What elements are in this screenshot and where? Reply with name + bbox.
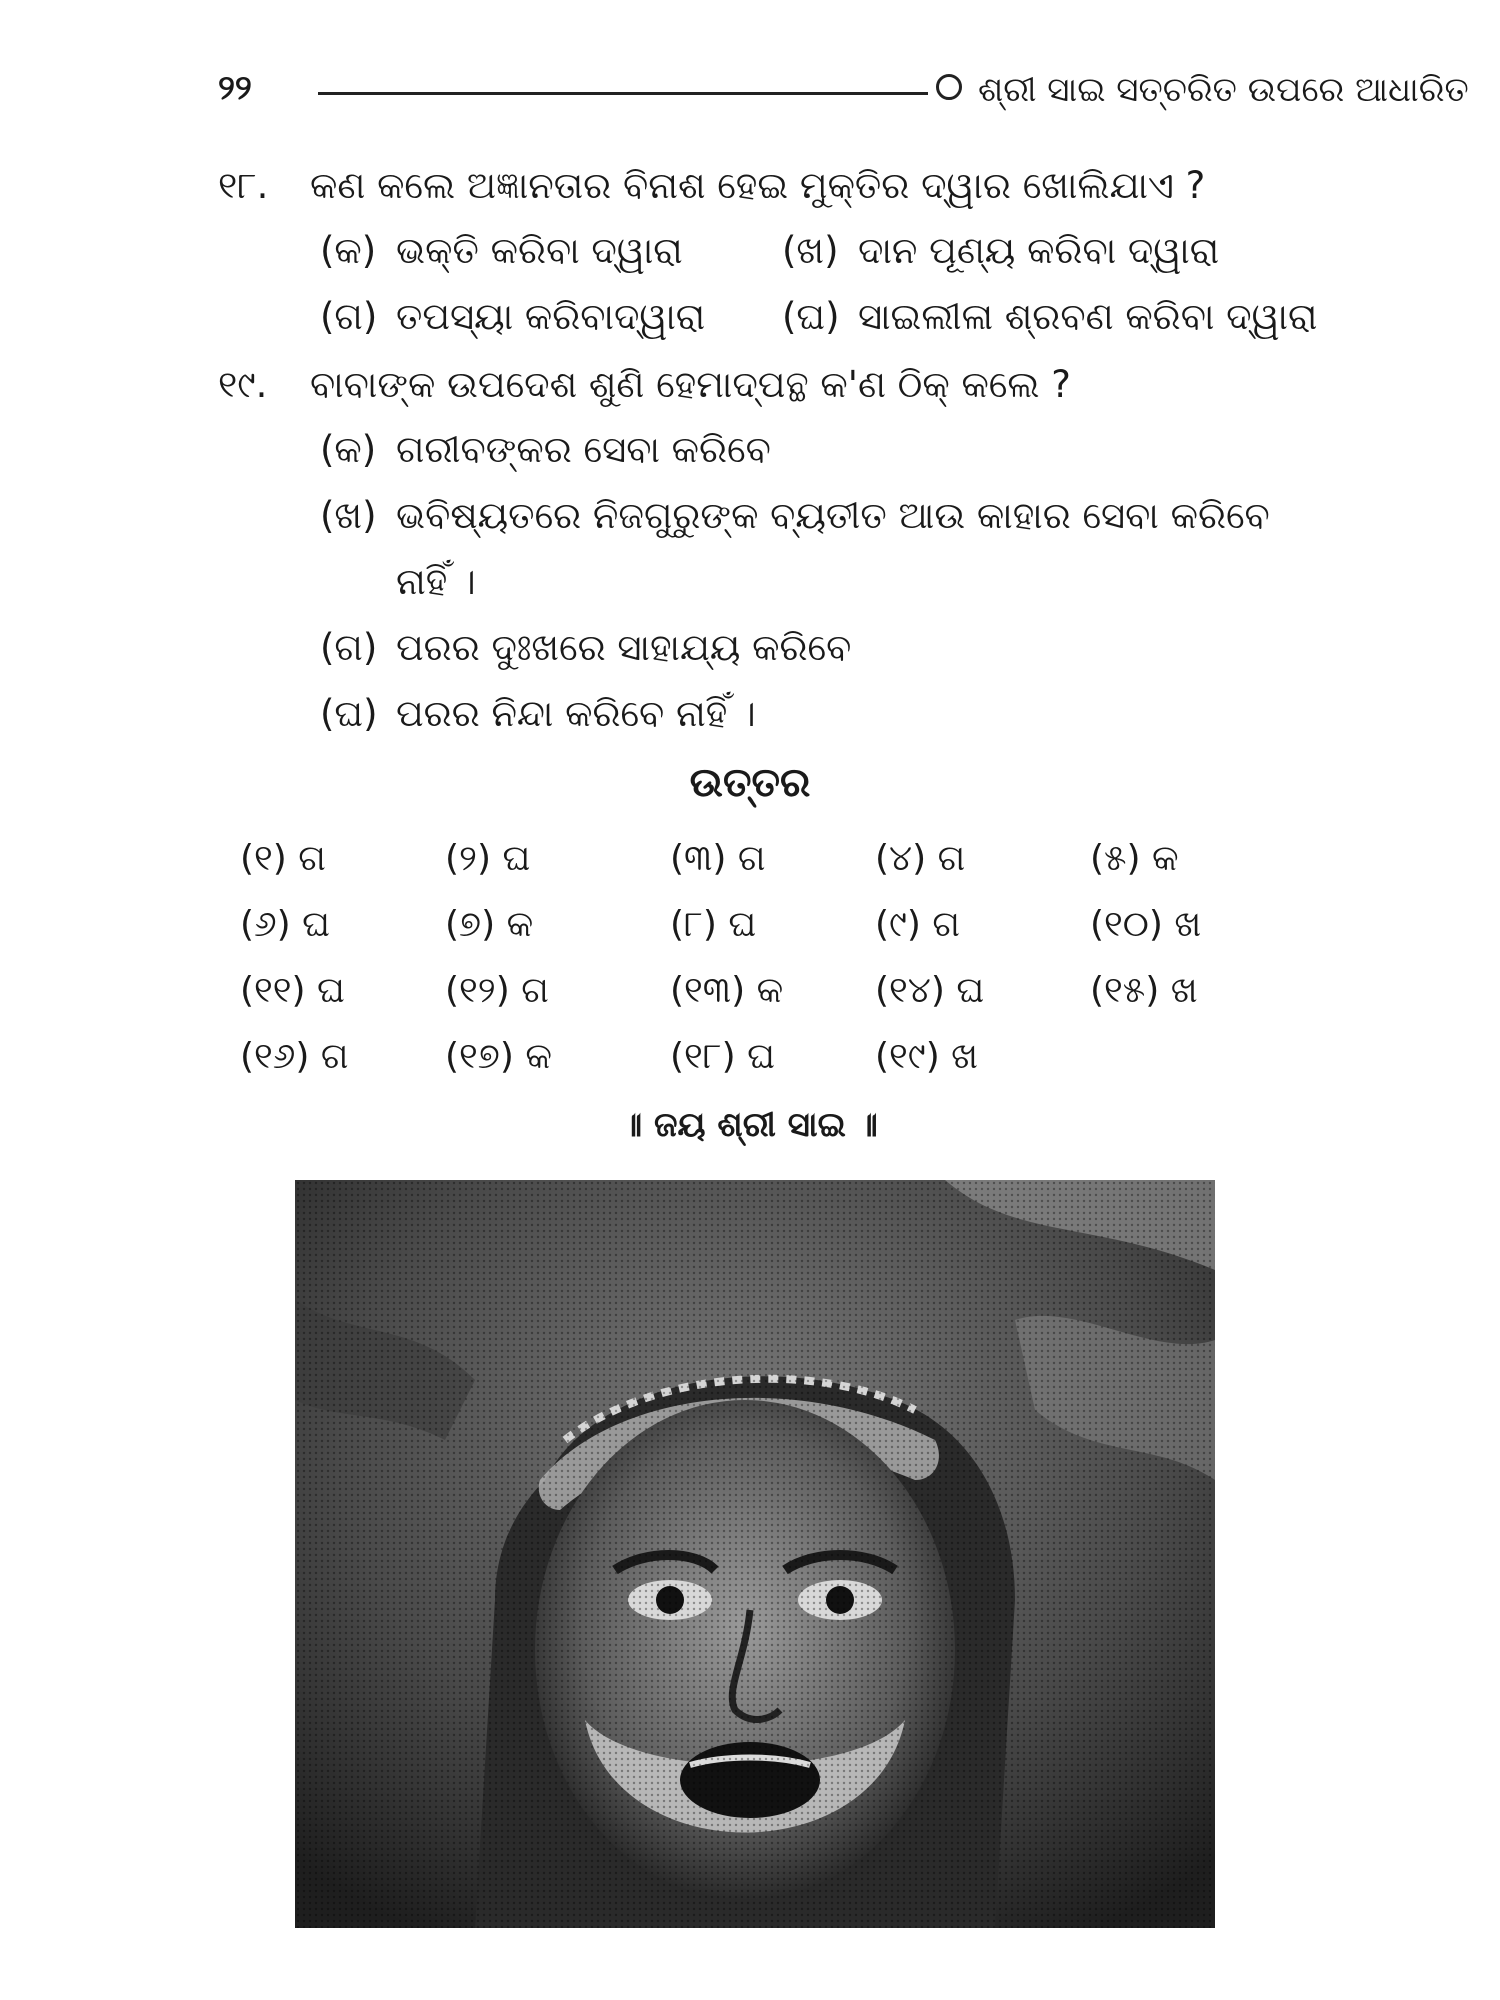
- option-gha: [782, 295, 1317, 339]
- option-ka: [320, 229, 683, 273]
- answer-item: (୬) ଘ: [240, 904, 331, 945]
- answer-item: (୮) ଘ: [670, 904, 757, 945]
- answer-item: (୧୮) ଘ: [670, 1036, 775, 1077]
- option-ka: [320, 428, 771, 472]
- option-marker: (ଗ): [320, 295, 378, 338]
- option-marker: (ଗ): [320, 626, 378, 669]
- answer-item: (୩) ଗ: [670, 838, 766, 879]
- option-ga: [320, 295, 705, 339]
- option-text: ଦାନ ପୂଣ୍ୟ କରିବା ଦ୍ୱାରା: [858, 229, 1220, 272]
- option-text: ସାଇଲୀଳା ଶ୍ରବଣ କରିବା ଦ୍ୱାରା: [858, 295, 1318, 338]
- answers-heading: ଉତ୍ତର: [689, 760, 811, 806]
- option-text: ଭକ୍ତି କରିବା ଦ୍ୱାରା: [396, 229, 683, 272]
- answer-item: (୨) ଘ: [445, 838, 531, 879]
- option-text: ଭବିଷ୍ୟତରେ ନିଜଗୁରୁଙ୍କ ବ୍ୟତୀତ ଆଉ କାହାର ସେବା କରିବେ: [396, 494, 1270, 537]
- answer-item: (୭) କ: [445, 904, 534, 945]
- header-rule: [318, 92, 928, 95]
- page-header: [218, 66, 1469, 122]
- question-18: [218, 164, 1205, 208]
- answer-item: (୧୨) ଗ: [445, 970, 549, 1011]
- saint-portrait-photo: [295, 1180, 1215, 1928]
- option-marker: (ଖ): [320, 494, 377, 537]
- option-marker: (ଘ): [320, 692, 378, 735]
- answer-item: (୧୯) ଖ: [875, 1036, 979, 1077]
- question-19: [218, 363, 1071, 407]
- question-number: ୧୯.: [218, 363, 268, 406]
- option-marker: (ଘ): [782, 295, 840, 338]
- option-marker: (ଖ): [782, 229, 839, 272]
- option-kha: [782, 229, 1219, 273]
- question-text: କଣ କଲେ ଅଜ୍ଞାନତାର ବିନାଶ ହେଇ ମୁକ୍ତିର ଦ୍ୱାର ଖୋଲିଯାଏ ?: [310, 164, 1206, 207]
- circle-ornament-icon: [936, 74, 962, 100]
- running-title: ଶ୍ରୀ ସାଇ ସତ୍‌ଚରିତ ଉପରେ ଆଧାରିତ: [978, 70, 1469, 110]
- option-ga: [320, 626, 851, 670]
- option-marker: (କ): [320, 428, 377, 471]
- answer-item: (୧୭) କ: [445, 1036, 552, 1077]
- option-text: ତପସ୍ୟା କରିବାଦ୍ୱାରା: [396, 295, 706, 338]
- option-text: ପରର ଦୁଃଖରେ ସାହାଯ୍ୟ କରିବେ: [396, 626, 852, 669]
- option-kha-continuation: ନାହିଁ ।: [396, 560, 476, 603]
- answer-item: (୧) ଗ: [240, 838, 326, 879]
- answer-item: (୧୩) କ: [670, 970, 784, 1011]
- answer-item: (୧୬) ଗ: [240, 1036, 349, 1077]
- closing-invocation: ॥ ଜୟ ଶ୍ରୀ ସାଇ ॥: [622, 1105, 878, 1145]
- answer-item: (୪) ଗ: [875, 838, 966, 879]
- answer-item: (୯) ଗ: [875, 904, 961, 945]
- option-gha: [320, 692, 756, 736]
- question-number: ୧୮.: [218, 164, 269, 207]
- option-text: ପରର ନିନ୍ଦା କରିବେ ନାହିଁ ।: [396, 692, 756, 735]
- question-text: ବାବାଙ୍କ ଉପଦେଶ ଶୁଣି ହେମାଦ୍‌ପନ୍ଥ କ'ଣ ଠିକ୍ କଲେ ?: [310, 363, 1071, 406]
- answer-item: (୧୧) ଘ: [240, 970, 345, 1011]
- option-text: ଗରୀବଙ୍କର ସେବା କରିବେ: [396, 428, 771, 471]
- answer-item: (୫) କ: [1090, 838, 1179, 879]
- answer-item: (୧୦) ଖ: [1090, 904, 1202, 945]
- option-marker: (କ): [320, 229, 377, 272]
- answer-item: (୧୫) ଖ: [1090, 970, 1198, 1011]
- answer-item: (୧୪) ଘ: [875, 970, 985, 1011]
- page-number: ୨୨: [218, 68, 252, 108]
- option-kha: [320, 494, 1270, 538]
- portrait-illustration: [295, 1180, 1215, 1928]
